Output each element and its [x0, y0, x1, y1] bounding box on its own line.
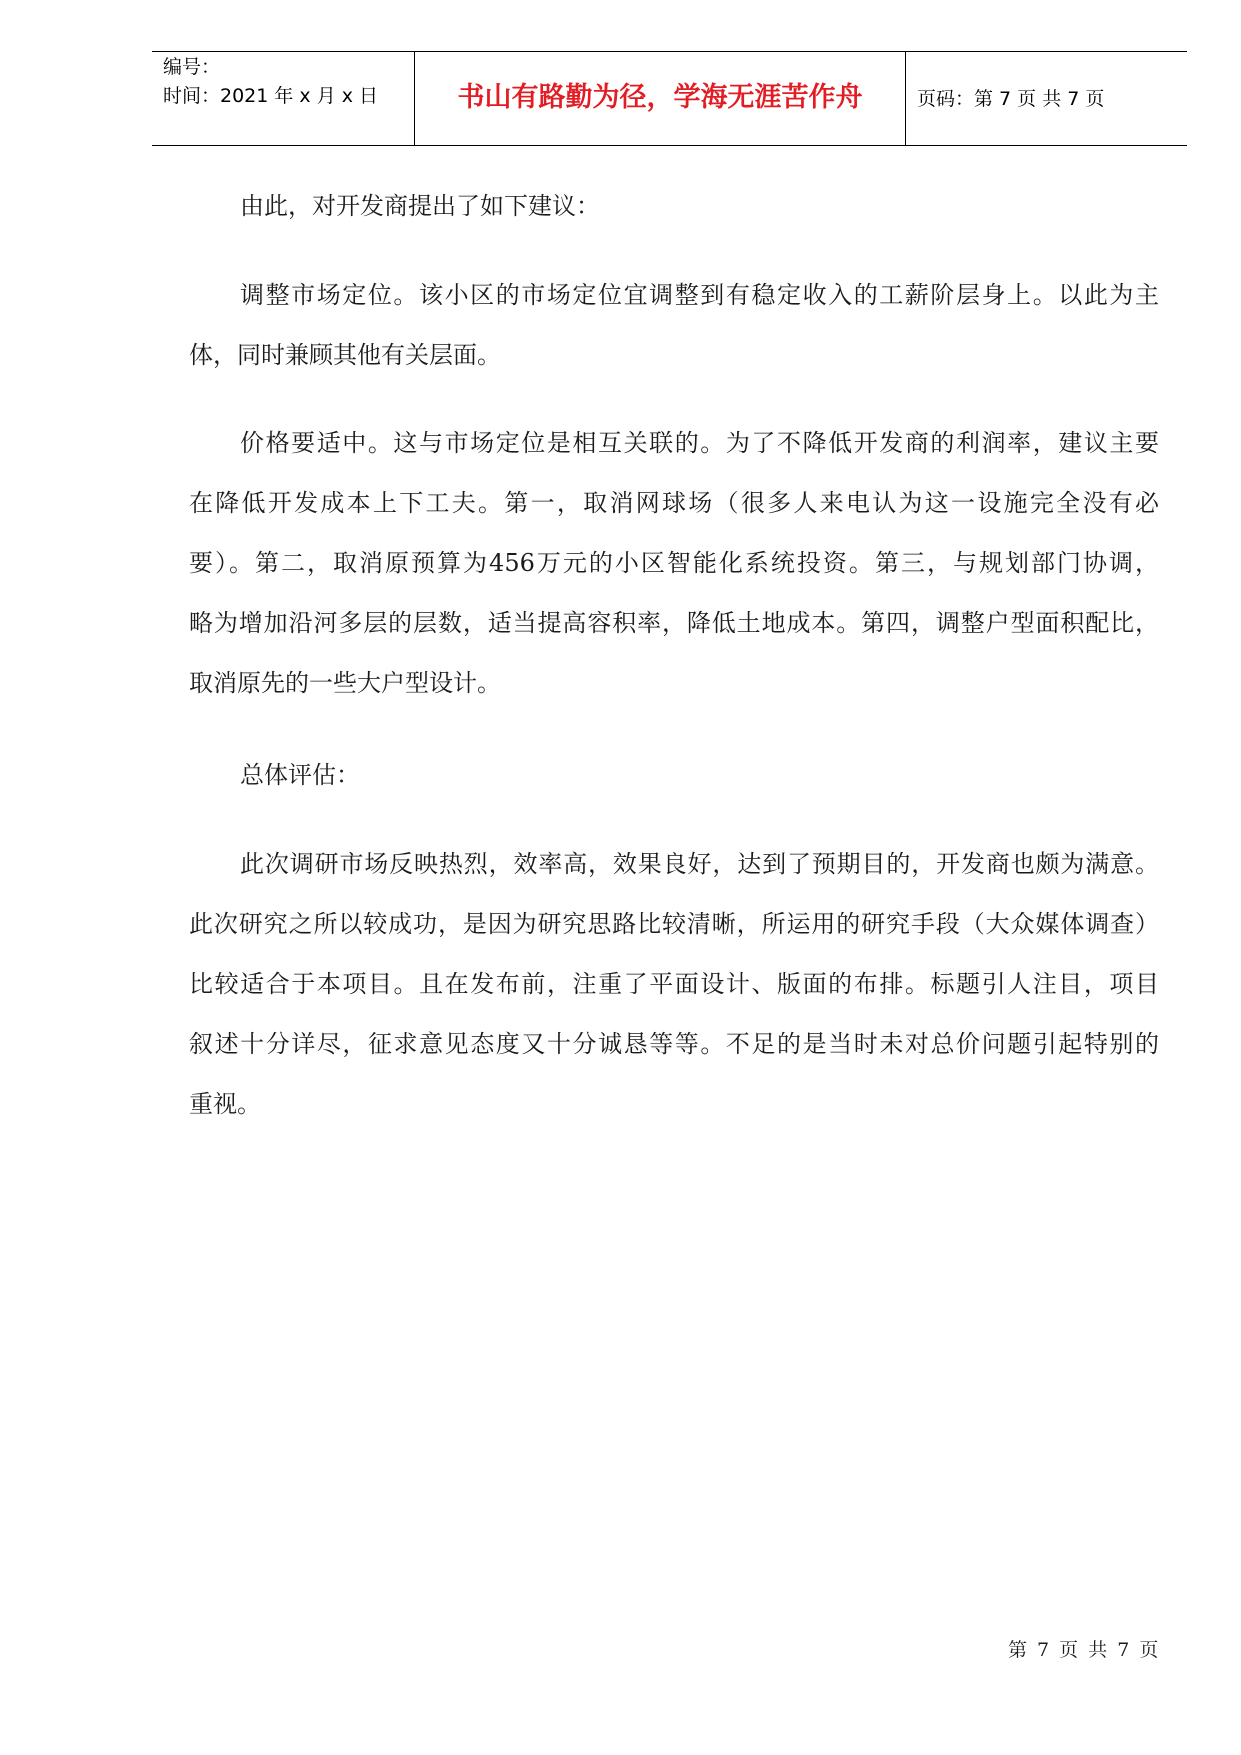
date-label: 时间：2021 年 x 月 x 日	[163, 85, 379, 107]
serial-number-label: 编号：	[163, 56, 221, 78]
header-divider-right	[905, 51, 906, 145]
paragraph-line: 叙述十分详尽，征求意见态度又十分诚恳等等。不足的是当时未对总价问题引起特别的	[189, 1030, 1159, 1058]
paragraph-line: 总体评估：	[240, 761, 360, 789]
paragraph-pricing	[189, 413, 1159, 713]
paragraph-line: 略为增加沿河多层的层数，适当提高容积率，降低土地成本。第四，调整户型面积配比，	[189, 609, 1159, 637]
paragraph-line: 要）。第二，取消原预算为456万元的小区智能化系统投资。第三，与规划部门协调，	[189, 549, 1159, 577]
paragraph-line: 取消原先的一些大户型设计。	[189, 669, 501, 697]
header-bottom-rule	[152, 145, 1187, 146]
paragraph-line: 此次研究之所以较成功，是因为研究思路比较清晰，所运用的研究手段（大众媒体调查）	[189, 910, 1159, 938]
paragraph-suggestion-intro	[189, 176, 1159, 236]
header-motto: 书山有路勤为径，学海无涯苦作舟	[457, 82, 863, 113]
paragraph-line: 由此，对开发商提出了如下建议：	[240, 192, 600, 220]
paragraph-line: 价格要适中。这与市场定位是相互关联的。为了不降低开发商的利润率，建议主要	[240, 429, 1159, 457]
paragraph-line: 比较适合于本项目。且在发布前，注重了平面设计、版面的布排。标题引人注目，项目	[189, 970, 1159, 998]
header-top-rule	[152, 51, 1187, 52]
paragraph-market-positioning	[189, 265, 1159, 385]
section-heading-overall-evaluation	[189, 745, 1159, 805]
footer-page-number: 第 7 页 共 7 页	[1008, 1639, 1159, 1661]
header-page-info: 页码：第 7 页 共 7 页	[917, 88, 1105, 110]
paragraph-line: 重视。	[189, 1090, 261, 1118]
paragraph-line: 调整市场定位。该小区的市场定位宜调整到有稳定收入的工薪阶层身上。以此为主	[240, 281, 1159, 309]
paragraph-line: 此次调研市场反映热烈，效率高，效果良好，达到了预期目的，开发商也颇为满意。	[240, 850, 1159, 878]
paragraph-evaluation	[189, 834, 1159, 1134]
paragraph-line: 在降低开发成本上下工夫。第一，取消网球场（很多人来电认为这一设施完全没有必	[189, 489, 1159, 517]
paragraph-line: 体，同时兼顾其他有关层面。	[189, 341, 501, 369]
